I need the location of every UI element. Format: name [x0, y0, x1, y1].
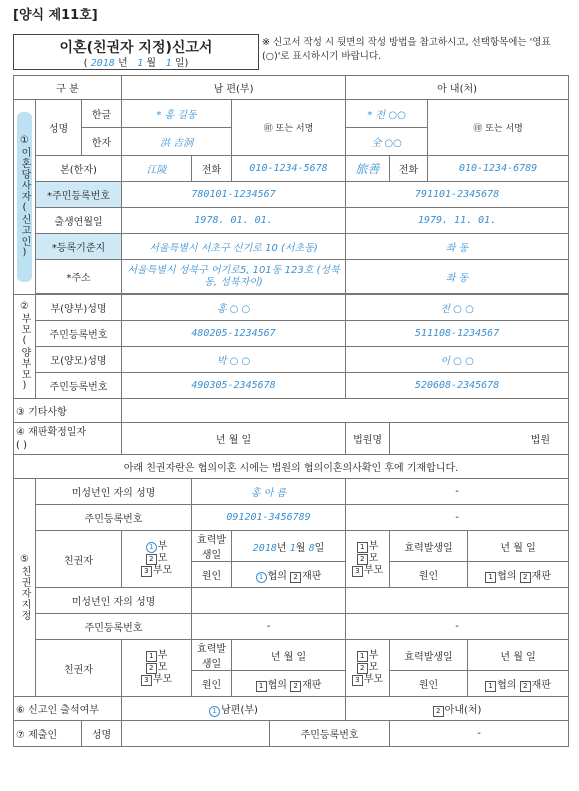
header-category: 구 분	[14, 76, 122, 100]
husband-father-rrn[interactable]: 480205-1234567	[122, 321, 346, 347]
husband-name-hanja[interactable]: 洪 吉洞	[122, 128, 232, 156]
cause1w-label: 원인	[390, 562, 468, 588]
submitter-name[interactable]	[122, 721, 270, 747]
wife-father-rrn[interactable]: 511108-1234567	[346, 321, 569, 347]
effective1-label: 효력발생일	[192, 531, 232, 562]
checkbox-2[interactable]: 2	[146, 554, 157, 565]
husband-base[interactable]: 서울특별시 서초구 신기로 10 (서초동)	[122, 234, 346, 260]
wife-phone-label: 전화	[390, 156, 428, 182]
wife-father[interactable]: 전 ○ ○	[346, 295, 569, 321]
minor1-husband-rrn[interactable]: 091201-3456789	[192, 505, 346, 531]
custodian1-label: 친권자	[36, 531, 122, 588]
wife-phone[interactable]: 010-1234-6789	[428, 156, 569, 182]
addr-label: *주소	[36, 260, 122, 294]
wife-name-hanja[interactable]: 全 ○○	[346, 128, 428, 156]
mother-rrn-label: 주민등록번호	[36, 373, 122, 399]
birth-label: 출생연월일	[36, 208, 122, 234]
minor1-rrn-label: 주민등록번호	[36, 505, 192, 531]
wife-seal[interactable]: ㊞ 또는 서명	[428, 100, 569, 156]
custodian2-label: 친권자	[36, 640, 122, 697]
header-husband: 남 편(부)	[122, 76, 346, 100]
agreement-notice: 아래 친권자란은 협의이혼 시에는 법원의 협의이혼의사확인 후에 기재합니다.	[14, 455, 569, 479]
husband-rrn[interactable]: 780101-1234567	[122, 182, 346, 208]
wife-name-hangul[interactable]: * 전 ○○	[346, 100, 428, 128]
cause2w-opts[interactable]: 1 협의 2 재판	[468, 671, 569, 697]
husband-phone[interactable]: 010-1234-5678	[232, 156, 346, 182]
cause1-opts[interactable]: 1 협의 2 재판	[232, 562, 346, 588]
husband-mother[interactable]: 박 ○ ○	[122, 347, 346, 373]
section7-label: ⑦ 제출인	[14, 721, 82, 747]
rrn-label: *주민등록번호	[36, 182, 122, 208]
wife-birth[interactable]: 1979. 11. 01.	[346, 208, 569, 234]
custodian2-wife-opts[interactable]: 1 부 2 모 3 부모	[346, 640, 390, 697]
date-year: 2018	[90, 58, 115, 69]
effective1w-label: 효력발생일	[390, 531, 468, 562]
section3-label: ③ 기타사항	[14, 399, 122, 423]
form-date-line: ( 2018 년 1 월 1 일)	[83, 58, 189, 69]
effective1w-date[interactable]: 년 월 일	[468, 531, 569, 562]
minor2-name-label: 미성년인 자의 성명	[36, 588, 192, 614]
minor1-husband-name[interactable]: 홍 아 름	[192, 479, 346, 505]
wife-addr[interactable]: 좌 동	[346, 260, 569, 294]
hangul-label: 한글	[82, 100, 122, 128]
section5-label: ⑤친권자지정	[14, 479, 36, 697]
effective2w-label: 효력발생일	[390, 640, 468, 671]
submitter-rrn-label: 주민등록번호	[270, 721, 390, 747]
judgment-date[interactable]: 년 월 일	[122, 423, 346, 455]
cause1w-opts[interactable]: 1 협의 2 재판	[468, 562, 569, 588]
section2-label: ②부모(양부모)	[14, 295, 36, 399]
father-rrn-label: 주민등록번호	[36, 321, 122, 347]
instruction-notice: ※ 신고서 작성 시 뒷면의 작성 방법을 참고하시고, 선택항목에는 '영표(○)'로 표시하시기 바랍니다.	[262, 37, 551, 62]
effective1-date[interactable]: 2018년 1월 8일	[232, 531, 346, 562]
court-name[interactable]: 법원	[390, 423, 569, 455]
wife-mother[interactable]: 이 ○ ○	[346, 347, 569, 373]
attend-wife[interactable]: 2 아내(처)	[346, 697, 569, 721]
effective2-date[interactable]: 년 월 일	[232, 640, 346, 671]
husband-origin[interactable]: 江陵	[122, 156, 192, 182]
father-label: 부(양부)성명	[36, 295, 122, 321]
cause2-opts[interactable]: 1 협의 2 재판	[232, 671, 346, 697]
date-month: 1	[137, 58, 144, 69]
section1-label: ①이혼당사자(신고인)	[17, 112, 32, 282]
minor1-wife-name[interactable]: -	[346, 479, 569, 505]
husband-father[interactable]: 홍 ○ ○	[122, 295, 346, 321]
cause2w-label: 원인	[390, 671, 468, 697]
origin-label: 본(한자)	[36, 156, 122, 182]
cause2-label: 원인	[192, 671, 232, 697]
submitter-name-label: 성명	[82, 721, 122, 747]
section4-label: ④ 재판확정일자 ( )	[14, 423, 122, 455]
section1-side	[14, 100, 36, 295]
effective2w-date[interactable]: 년 월 일	[468, 640, 569, 671]
submitter-rrn[interactable]: -	[390, 721, 569, 747]
effective2-label: 효력발생일	[192, 640, 232, 671]
checkbox-3[interactable]: 3	[141, 566, 152, 577]
wife-rrn[interactable]: 791101-2345678	[346, 182, 569, 208]
form-number-label: [양식 제11호]	[13, 8, 98, 23]
husband-birth[interactable]: 1978. 01. 01.	[122, 208, 346, 234]
minor1-name-label: 미성년인 자의 성명	[36, 479, 192, 505]
section6-label: ⑥ 신고인 출석여부	[14, 697, 122, 721]
base-label: *등록기준지	[36, 234, 122, 260]
husband-phone-label: 전화	[192, 156, 232, 182]
husband-seal[interactable]: ㊞ 또는 서명	[232, 100, 346, 156]
custodian1-husband-opts[interactable]: 1 부 2 모 3 부모	[122, 531, 192, 588]
husband-addr[interactable]: 서울특별시 성북구 어기로5, 101동 123호 (성북동, 성북자이)	[122, 260, 346, 294]
husband-name-hangul[interactable]: * 홍 길동	[122, 100, 232, 128]
wife-origin[interactable]: 旅善	[346, 156, 390, 182]
form-title: 이혼(친권자 지정)신고서	[59, 40, 213, 56]
hanja-label: 한자	[82, 128, 122, 156]
checkbox-1[interactable]: 1	[146, 542, 157, 553]
title-box	[13, 34, 259, 70]
header-wife: 아 내(처)	[346, 76, 569, 100]
mother-label: 모(양모)성명	[36, 347, 122, 373]
minor2-husband-rrn[interactable]: -	[192, 614, 346, 640]
divorce-form-table	[13, 75, 569, 747]
minor2-husband-name[interactable]	[192, 588, 346, 614]
minor2-wife-name[interactable]	[346, 588, 569, 614]
wife-mother-rrn[interactable]: 520608-2345678	[346, 373, 569, 399]
minor1-wife-rrn[interactable]: -	[346, 505, 569, 531]
husband-mother-rrn[interactable]: 490305-2345678	[122, 373, 346, 399]
name-label: 성명	[36, 100, 82, 156]
cause1-label: 원인	[192, 562, 232, 588]
court-label: 법원명	[346, 423, 390, 455]
other-notes[interactable]	[122, 399, 569, 423]
wife-base[interactable]: 좌 동	[346, 234, 569, 260]
date-day: 1	[165, 58, 172, 69]
minor2-wife-rrn[interactable]: -	[346, 614, 569, 640]
custodian2-husband-opts[interactable]: 1 부 2 모 3 부모	[122, 640, 192, 697]
attend-husband[interactable]: 1 남편(부)	[122, 697, 346, 721]
minor2-rrn-label: 주민등록번호	[36, 614, 192, 640]
custodian1-wife-opts[interactable]: 1 부 2 모 3 부모	[346, 531, 390, 588]
